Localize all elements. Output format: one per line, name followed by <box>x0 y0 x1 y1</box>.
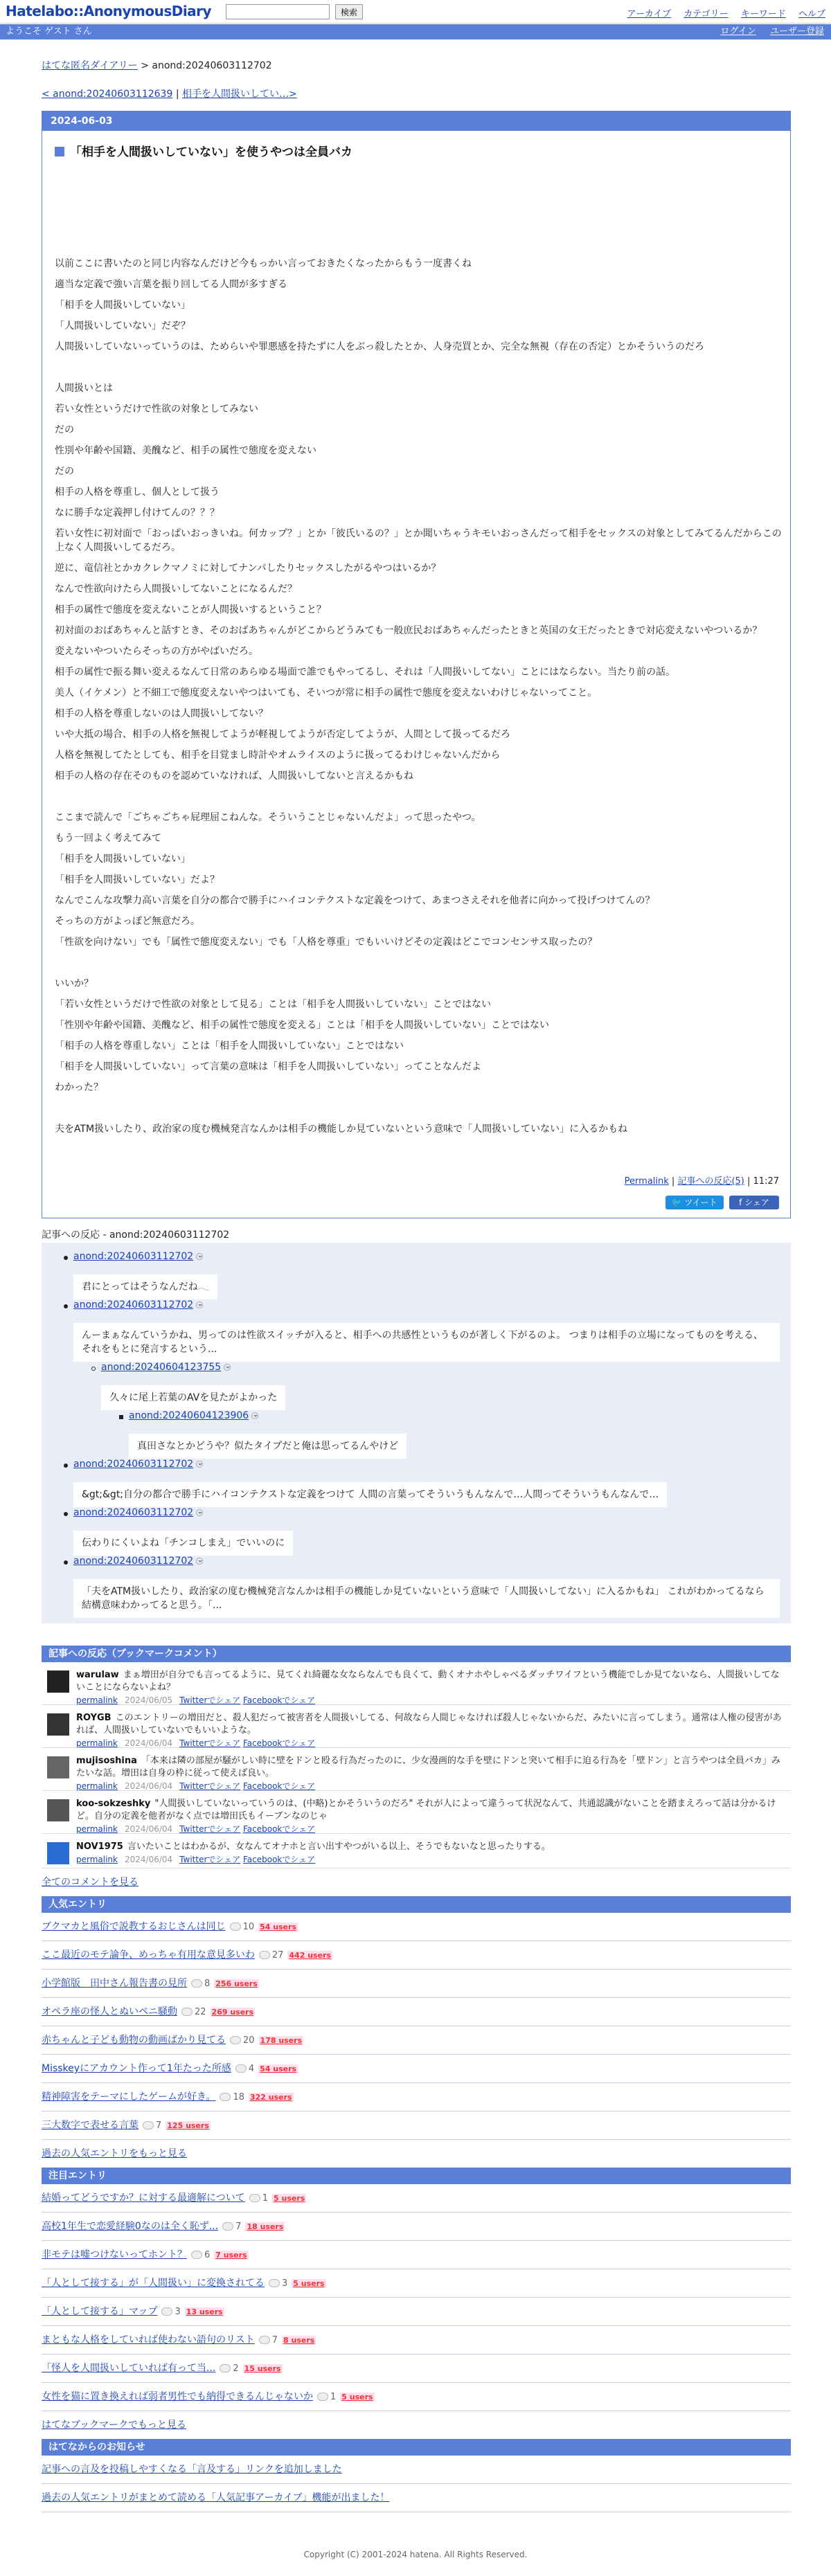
article-paragraph: 若い女性というだけで性欲の対象としてみない <box>55 404 258 415</box>
entry-link[interactable]: 「怪人を人間扱いしていれば有って当... <box>42 2363 216 2374</box>
bookmark-row <box>42 1662 791 1705</box>
bookmark-comment: "人間扱いしていないっていうのは、(中略)とかそういうのだろ" それが人によって違うって状況なんて、共通認識がないことを踏まえろって話は分かるけど。自分の定義を他者がなく点では増田氏もイーブンなのじゃ <box>76 1799 776 1821</box>
article-paragraph: 逆に、竜信社とかカクレクマノミに対してナンパしたりセックスしたがるやつはいるか？ <box>55 563 441 574</box>
bookmark-user[interactable]: warulaw <box>76 1670 119 1680</box>
users-badge[interactable]: 125 users <box>167 2121 209 2130</box>
bullet <box>64 1512 68 1516</box>
comment-icon <box>317 2393 328 2401</box>
reaction-link[interactable]: anond:20240603112702 <box>73 1507 194 1518</box>
reaction-excerpt: 真田さなとかどうや？似たタイプだと俺は思ってるんやけど <box>129 1434 406 1459</box>
reaction-link[interactable]: anond:20240603112702 <box>73 1251 194 1262</box>
article-date: 2024-06-03 <box>42 111 790 131</box>
avatar[interactable] <box>47 1799 69 1821</box>
comment-icon <box>269 2279 280 2287</box>
avatar[interactable] <box>47 1713 69 1736</box>
menu-toggle-icon[interactable] <box>196 1509 203 1516</box>
footer-sep-2: | <box>744 1176 753 1187</box>
comment-count: 2 <box>233 2363 239 2374</box>
tweet-button[interactable] <box>665 1196 724 1209</box>
bookmark-content <box>76 1669 783 1707</box>
comment-count: 7 <box>235 2222 242 2232</box>
reaction-excerpt: 君にとってはそうなんだね𓂃 <box>73 1275 217 1299</box>
entry-link[interactable]: ここ最近のモテ論争、めっちゃ有用な意見多いわ <box>42 1949 255 1961</box>
bookmark-content <box>76 1755 783 1793</box>
article-paragraph: 適当な定義で強い言葉を振り回してる人間が多すぎる <box>55 279 287 290</box>
bookmark-content <box>76 1798 783 1836</box>
article-paragraph: 相手の属性で態度を変えないことが人間扱いするということ？ <box>55 604 326 615</box>
permalink[interactable]: Permalink <box>624 1176 669 1187</box>
article-paragraph: そっちの方がよっぽど無意だろ。 <box>55 916 200 927</box>
bookmark-user[interactable]: koo-sokzeshky <box>76 1799 151 1809</box>
bookmark-twitter-share[interactable]: Twitterでシェア <box>179 1738 241 1748</box>
article-paragraph: 性別や年齢や国籍、美醜など、相手の属性で態度を変えない <box>55 445 316 456</box>
bookmark-permalink[interactable]: permalink <box>76 1855 118 1864</box>
article-paragraph: 相手の属性で振る舞い変えるなんて日常のあらゆる場面で誰でもやってるし、それは「人間扱いしてない」ことにはならない。当たり前の話。 <box>55 667 675 678</box>
bookmark-row <box>42 1791 791 1834</box>
users-badge[interactable]: 178 users <box>260 2036 303 2045</box>
entry-item <box>42 2269 791 2298</box>
top-nav <box>617 6 825 19</box>
users-badge[interactable]: 5 users <box>341 2393 373 2402</box>
bookmark-facebook-share[interactable]: Facebookでシェア <box>242 1781 316 1791</box>
entry-item <box>42 2326 791 2354</box>
entry-item <box>42 2083 791 2111</box>
sidebar-sections <box>42 1646 791 2512</box>
article-paragraph: ここまで読んで「ごちゃごちゃ屁理屈こねんな。そういうことじゃないんだよ」って思ったやつ。 <box>55 812 481 823</box>
entry-item <box>42 1913 791 1941</box>
article-paragraph: 初対面のおばあちゃんと話すとき、そのおばあちゃんがどこからどうみても一般庶民おばあちゃんだったときと英国の女王だったときで対応変えないやついるか？ <box>55 625 762 636</box>
comment-icon <box>143 2121 154 2129</box>
bookmark-permalink[interactable]: permalink <box>76 1695 118 1705</box>
popular-heading: 人気エントリ <box>42 1896 791 1913</box>
featured-more-link[interactable]: はてなブックマークでもっと見る <box>42 2420 187 2431</box>
article-paragraph <box>55 790 782 804</box>
entry-link[interactable]: 小学館版 田中さん報告書の見所 <box>42 1978 187 1989</box>
comment-icon <box>249 2194 260 2202</box>
avatar[interactable] <box>47 1670 69 1693</box>
reaction-item <box>73 1507 780 1556</box>
bullet <box>64 1256 68 1260</box>
welcome-text: ようこそ ゲスト さん <box>6 26 92 37</box>
breadcrumb-sep: > <box>137 60 152 71</box>
bookmark-user[interactable]: mujisoshina <box>76 1756 137 1766</box>
comment-icon <box>230 1922 241 1931</box>
comment-count: 8 <box>204 1979 211 1989</box>
reaction-item <box>101 1362 780 1410</box>
comment-count: 22 <box>195 2007 206 2017</box>
menu-toggle-icon[interactable] <box>224 1364 231 1371</box>
bookmark-twitter-share[interactable]: Twitterでシェア <box>179 1695 241 1705</box>
featured-heading: 注目エントリ <box>42 2168 791 2184</box>
copyright: Copyright (C) 2001-2024 hatena. All Rights Reserved. <box>303 2550 528 2559</box>
article-paragraph: なに勝手な定義押し付けてんの？？？ <box>55 507 220 519</box>
next-entry-link[interactable]: 相手を人間扱いしてい…> <box>182 89 297 100</box>
users-badge[interactable]: 5 users <box>293 2279 325 2288</box>
users-badge[interactable]: 54 users <box>260 2064 297 2073</box>
reaction-link[interactable]: anond:20240603112702 <box>73 1459 194 1470</box>
article-paragraph: 夫をATM扱いしたり、政治家の度む機械発言なんかは相手の機能しか見ていないという意味で「人間扱いしていない」に入るかもね <box>55 1124 628 1135</box>
article-paragraph: 若い女性に初対面で「おっぱいおっきいね。何カップ？」とか「彼氏いるの？」とか聞いちゃうキモいおっさんだって相手をセックスの対象としてみてるんだからこの上なく人間扱いしてるだろ。 <box>55 528 782 553</box>
comment-count: 3 <box>175 2307 181 2317</box>
bookmark-comment: まぁ増田が自分でも言ってるように、見てくれ綺麗な女ならなんでも良くて、動くオナホやしゃべるダッチワイフという機能でしか見てないなら、人間扱いしてないことにならないよね？ <box>76 1670 780 1693</box>
article-paragraph: 人間扱いとは <box>55 383 113 394</box>
comment-count: 18 <box>233 2092 244 2102</box>
all-comments-link[interactable]: 全てのコメントを見る <box>42 1877 138 1888</box>
article-paragraph: だの <box>55 424 74 435</box>
bullet <box>64 1463 68 1468</box>
breadcrumb <box>42 58 272 72</box>
entry-item <box>42 2213 791 2241</box>
twitter-icon: 🐦 <box>671 1198 685 1207</box>
bookmark-row <box>42 1705 791 1748</box>
comment-count: 3 <box>282 2278 288 2289</box>
notice-link[interactable]: 過去の人気エントリがまとめて読める「人気記事アーカイブ」機能が出ました！ <box>42 2492 390 2503</box>
prev-entry-link[interactable]: < anond:20240603112639 <box>42 89 173 100</box>
entry-link[interactable]: 三大数字で表せる言葉 <box>42 2120 138 2131</box>
entry-item <box>42 2055 791 2083</box>
article-paragraph <box>55 361 782 375</box>
reaction-link[interactable]: anond:20240604123906 <box>129 1410 249 1421</box>
bookmark-row <box>42 1748 791 1791</box>
prevnext-sep: | <box>172 89 183 100</box>
reaction-link[interactable]: anond:20240603112702 <box>73 1556 194 1567</box>
article-paragraph: 「性欲を向けない」でも「属性で態度変えない」でも「人格を尊重」でもいいけどその定義はどこでコンセンサス取ったの？ <box>55 937 598 948</box>
menu-toggle-icon[interactable] <box>196 1558 203 1565</box>
search-input[interactable] <box>226 4 330 19</box>
users-badge[interactable]: 322 users <box>250 2093 292 2102</box>
users-badge[interactable]: 8 users <box>283 2336 315 2345</box>
reaction-item <box>73 1556 780 1618</box>
avatar[interactable] <box>47 1756 69 1778</box>
entry-item <box>42 2298 791 2326</box>
bookmark-facebook-share[interactable]: Facebookでシェア <box>242 1738 316 1748</box>
article-footer <box>625 1173 779 1187</box>
facebook-share-button[interactable] <box>729 1196 779 1209</box>
entry-link[interactable]: 「人として接する」が「人間扱い」に変換されてる <box>42 2278 265 2289</box>
bookmark-permalink[interactable]: permalink <box>76 1738 118 1748</box>
bookmark-meta <box>76 1738 315 1748</box>
nav-keyword[interactable]: キーワード <box>740 9 786 19</box>
tweet-label: ツイート <box>684 1198 717 1207</box>
entry-link[interactable]: まともな人格をしていれば使わない語句のリスト <box>42 2334 255 2345</box>
users-badge[interactable]: 256 users <box>215 1979 258 1988</box>
prev-next-nav <box>42 87 297 100</box>
bookmark-content <box>76 1712 783 1750</box>
entry-link[interactable]: 結婚ってどうですか？に対する最適解について <box>42 2192 245 2204</box>
reaction-excerpt: 伝わりにくいよね「チンコしまえ」でいいのに <box>73 1531 293 1556</box>
popular-entries <box>42 1913 791 2140</box>
reaction-excerpt: んーまぁなんていうかね、男ってのは性欲スイッチが入ると、相手への共感性というものが著しく下がるのよ。 つまりは相手の立場になってものを考える、それをもとに発言するという... <box>73 1323 780 1362</box>
bookmark-date: 2024/06/04 <box>125 1824 173 1834</box>
menu-toggle-icon[interactable] <box>196 1301 203 1308</box>
notice-item <box>42 2456 791 2484</box>
bookmark-date: 2024/06/04 <box>125 1855 173 1864</box>
article-paragraph: わかった？ <box>55 1082 103 1093</box>
article-paragraph: 「性別や年齢や国籍、美醜など、相手の属性で態度を変える」ことは「相手を人間扱いしていない」ことではない <box>55 1020 549 1031</box>
entry-link[interactable]: ブクマカと風俗で説教するおじさんは同じ <box>42 1921 226 1932</box>
notice-heading: はてなからのお知らせ <box>42 2439 791 2456</box>
article-paragraph: 「相手の人格を尊重しない」ことは「相手を人間扱いしていない」ことではない <box>55 1041 404 1052</box>
facebook-icon: f <box>739 1198 745 1207</box>
entry-item <box>42 1970 791 1998</box>
bullet <box>91 1367 96 1371</box>
bookmark-meta <box>76 1695 315 1705</box>
article-paragraph: いいか？ <box>55 978 93 989</box>
share-buttons <box>663 1196 779 1209</box>
users-badge[interactable]: 54 users <box>260 1922 297 1931</box>
reactions-link[interactable]: 記事への反応(5) <box>677 1176 744 1187</box>
comment-icon <box>161 2307 172 2316</box>
entry-item <box>42 1998 791 2026</box>
article-paragraph: 「相手を人間扱いしていない」 <box>55 854 190 865</box>
reaction-excerpt: 「夫をATM扱いしたり、政治家の度む機械発言なんかは相手の機能しか見ていないという意味で「人間扱いしてない」に入るかもね」 これがわかってるなら結構意味わかってると思う。「... <box>73 1579 780 1618</box>
site-logo[interactable]: Hatelabo::AnonymousDiary <box>6 3 212 19</box>
login-link[interactable]: ログイン <box>720 26 756 37</box>
article-paragraph: いや大抵の場合、相手の人格を無視してようが軽視してようが否定してようが、人間として扱ってるだろ <box>55 729 510 740</box>
bookmark-date: 2024/06/04 <box>125 1781 173 1791</box>
comment-icon <box>220 2364 231 2372</box>
comment-count: 27 <box>271 1950 284 1961</box>
user-bar <box>0 24 831 39</box>
reaction-link[interactable]: anond:20240603112702 <box>73 1299 194 1310</box>
entry-item <box>42 2241 791 2269</box>
entry-link[interactable]: Misskeyにアカウント作って1年たった所感 <box>42 2063 231 2074</box>
comment-icon <box>191 2251 202 2259</box>
post-time: 11:27 <box>753 1176 779 1187</box>
reaction-excerpt: 久々に尾上若葉のAVを見たがよかった <box>101 1385 285 1410</box>
footer-sep: | <box>668 1176 678 1187</box>
entry-item <box>42 2184 791 2213</box>
bookmark-comments <box>42 1662 791 1868</box>
article-paragraph: なんでこんな攻撃力高い言葉を自分の都合で勝手にハイコンテクストな定義をつけて、あまつさえそれを他者に向かって投げつけてんの？ <box>55 895 655 906</box>
comment-icon <box>220 2093 231 2101</box>
bullet <box>119 1415 123 1419</box>
reaction-item <box>73 1459 780 1507</box>
bookmark-twitter-share[interactable]: Twitterでシェア <box>179 1824 241 1834</box>
users-badge[interactable]: 18 users <box>247 2222 284 2231</box>
article-paragraph: 人間扱いしていないっていうのは、ためらいや罪悪感を持たずに人をぶっ殺したとか、人身売買とか、完全な無視（存在の否定）とかそういうのだろ <box>55 341 704 352</box>
entry-item <box>42 2354 791 2383</box>
comment-count: 7 <box>156 2120 162 2131</box>
article-paragraph: 相手の人格を尊重しないのは人間扱いしてない？ <box>55 708 268 719</box>
article-paragraph: だの <box>55 466 74 477</box>
entry-link[interactable]: 高校1年生で恋愛経験0なのは全く恥ず... <box>42 2221 219 2232</box>
notice-list <box>42 2456 791 2512</box>
menu-toggle-icon[interactable] <box>251 1412 258 1419</box>
bookmark-row <box>42 1834 791 1868</box>
comment-icon <box>191 1979 202 1988</box>
comment-icon <box>259 1951 270 1959</box>
article-title: 「相手を人間扱いしていない」を使うやつは全員バカ <box>55 142 352 159</box>
entry-link[interactable]: 女性を猫に置き換えれば弱者男性でも納得できるんじゃないか <box>42 2391 313 2402</box>
article-paragraph: 「人間扱いしていない」だぞ？ <box>55 321 190 332</box>
menu-toggle-icon[interactable] <box>196 1461 203 1468</box>
entry-item <box>42 1941 791 1970</box>
bookmark-permalink[interactable]: permalink <box>76 1781 118 1791</box>
article-paragraph: 「相手を人間扱いしていない」だよ？ <box>55 874 220 885</box>
users-badge[interactable]: 269 users <box>211 2008 254 2017</box>
article-paragraph: もう一回よく考えてみて <box>55 833 161 844</box>
reaction-item <box>129 1410 780 1459</box>
comment-icon <box>235 2064 247 2073</box>
entry-link[interactable]: 「人として接する」マップ <box>42 2306 158 2317</box>
entry-link[interactable]: オペラ座の怪人とぬいペニ騒動 <box>42 2006 177 2017</box>
bookmark-twitter-share[interactable]: Twitterでシェア <box>179 1855 241 1864</box>
bookmark-comment: このエントリーの増田だと、殺人犯だって被害者を人間扱いしてる、何故なら人間じゃなければ殺人じゃないからだ、みたいに言ってしまう。通常は人権の侵害があれば、人間扱いしていないでもいいような。 <box>76 1713 782 1736</box>
entry-link[interactable]: 精神障害をテーマにしたゲームが好き。 <box>42 2091 216 2102</box>
article-body <box>55 257 782 1143</box>
article-paragraph: 変えないやついたらそっちの方がやばいだろ。 <box>55 646 258 657</box>
comment-icon <box>230 2036 241 2044</box>
bookmark-facebook-share[interactable]: Facebookでシェア <box>242 1824 316 1834</box>
comment-count: 1 <box>330 2392 337 2402</box>
bookmark-comment: 言いたいことはわかるが、女なんてオナホと言い出すやつがいる以上、そうでもないなと思ったりする。 <box>127 1841 551 1852</box>
reaction-link[interactable]: anond:20240604123755 <box>101 1362 222 1373</box>
bullet <box>64 1304 68 1308</box>
entry-link[interactable]: 赤ちゃんと子ども動物の動画ばかり見てる <box>42 2035 226 2046</box>
comment-icon <box>259 2336 270 2344</box>
comment-count: 7 <box>271 2335 278 2345</box>
article-paragraph <box>55 1101 782 1115</box>
bookmark-comment: 「本来は隣の部屋が騒がしい時に壁をドンと殴る行為だったのに、少女漫画的な手を壁にドンと突いて相手に迫る行為を「壁ドン」と言うやつは全員バカ」みたいな話。増田は自身の枠に従って使えば良い。 <box>76 1756 780 1778</box>
featured-entries <box>42 2184 791 2411</box>
article <box>42 111 791 1218</box>
notice-link[interactable]: 記事への言及を投稿しやすくなる「言及する」リンクを追加しました <box>42 2464 342 2475</box>
bullet <box>64 1560 68 1565</box>
comment-icon <box>181 2008 193 2016</box>
bookmark-twitter-share[interactable]: Twitterでシェア <box>179 1781 241 1791</box>
article-paragraph <box>55 956 782 970</box>
comment-icon <box>222 2222 233 2231</box>
register-link[interactable]: ユーザー登録 <box>769 26 824 37</box>
share-label: シェア <box>744 1198 769 1207</box>
article-paragraph: なんで性欲向けたら人間扱いしてないことになるんだ？ <box>55 584 297 595</box>
article-paragraph: 以前ここに書いたのと同じ内容なんだけど今もっかい言っておきたくなったからもう一度書くね <box>55 258 472 269</box>
avatar[interactable] <box>47 1842 69 1864</box>
breadcrumb-site[interactable]: はてな匿名ダイアリー <box>42 60 138 71</box>
nav-category[interactable]: カテゴリー <box>683 9 729 19</box>
entry-item <box>42 2383 791 2411</box>
users-badge[interactable]: 442 users <box>289 1951 332 1960</box>
bookmark-meta <box>76 1781 315 1791</box>
users-badge[interactable]: 15 users <box>244 2364 281 2373</box>
bookmark-permalink[interactable]: permalink <box>76 1824 118 1834</box>
article-paragraph: 「相手を人間扱いしていない」 <box>55 300 190 311</box>
breadcrumb-current: anond:20240603112702 <box>152 60 272 71</box>
article-paragraph: 人格を無視してたとしても、相手を目覚まし時計やオムライスのように扱ってるわけじゃないんだから <box>55 750 501 761</box>
bookmark-date: 2024/06/05 <box>125 1695 173 1705</box>
menu-toggle-icon[interactable] <box>196 1253 203 1260</box>
nav-archive[interactable]: アーカイブ <box>627 9 672 19</box>
bookmark-user[interactable]: NOV1975 <box>76 1841 123 1852</box>
reaction-tree <box>42 1243 791 1623</box>
reaction-item <box>73 1299 780 1362</box>
comment-count: 6 <box>204 2250 211 2260</box>
article-paragraph: 相手の人格の存在そのものを認めていなければ、人間扱いしてないと言えるかもね <box>55 771 413 782</box>
reactions-heading: 記事への反応 - anond:20240603112702 <box>42 1230 230 1241</box>
reaction-item <box>73 1251 780 1299</box>
bookmark-facebook-share[interactable]: Facebookでシェア <box>242 1855 316 1864</box>
comment-count: 4 <box>248 2064 255 2074</box>
bookmark-user[interactable]: ROYGB <box>76 1713 111 1723</box>
comment-count: 20 <box>243 2035 255 2046</box>
entry-item <box>42 2111 791 2140</box>
entry-item <box>42 2026 791 2055</box>
users-badge[interactable]: 5 users <box>274 2194 305 2203</box>
bookmark-facebook-share[interactable]: Facebookでシェア <box>242 1695 316 1705</box>
article-paragraph: 相手の人格を尊重し、個人として扱う <box>55 487 220 498</box>
top-header <box>0 0 831 24</box>
reaction-excerpt: &gt;&gt;自分の都合で勝手にハイコンテクストな定義をつけて 人間の言葉ってそういうもんなんで…人間ってそういうもんなんで… <box>73 1482 667 1507</box>
users-badge[interactable]: 13 users <box>186 2307 223 2316</box>
search-button[interactable]: 検索 <box>335 4 363 19</box>
bookmarks-heading: 記事への反応（ブックマークコメント） <box>42 1646 791 1662</box>
bookmark-date: 2024/06/04 <box>125 1738 173 1748</box>
popular-more-link[interactable]: 過去の人気エントリをもっと見る <box>42 2148 187 2159</box>
article-paragraph: 「若い女性というだけで性欲の対象として見る」ことは「相手を人間扱いしていない」ことではない <box>55 999 491 1010</box>
comment-count: 1 <box>262 2193 268 2204</box>
bookmark-content <box>76 1841 783 1866</box>
comment-count: 10 <box>242 1922 255 1932</box>
notice-item <box>42 2484 791 2512</box>
users-badge[interactable]: 7 users <box>215 2251 247 2260</box>
bookmark-meta <box>76 1855 315 1864</box>
entry-link[interactable]: 非モテは嘘つけないってホント？ <box>42 2249 187 2260</box>
article-paragraph: 「相手を人間扱いしていない」って言葉の意味は「相手を人間扱いしていない」ってことなんだよ <box>55 1061 481 1072</box>
article-paragraph: 美人（イケメン）と不細工で態度変えないやつはいても、そいつが常に相手の属性で態度を変えないわけじゃないってこと。 <box>55 687 598 699</box>
nav-help[interactable]: ヘルプ <box>798 9 825 19</box>
bookmark-meta <box>76 1824 315 1834</box>
